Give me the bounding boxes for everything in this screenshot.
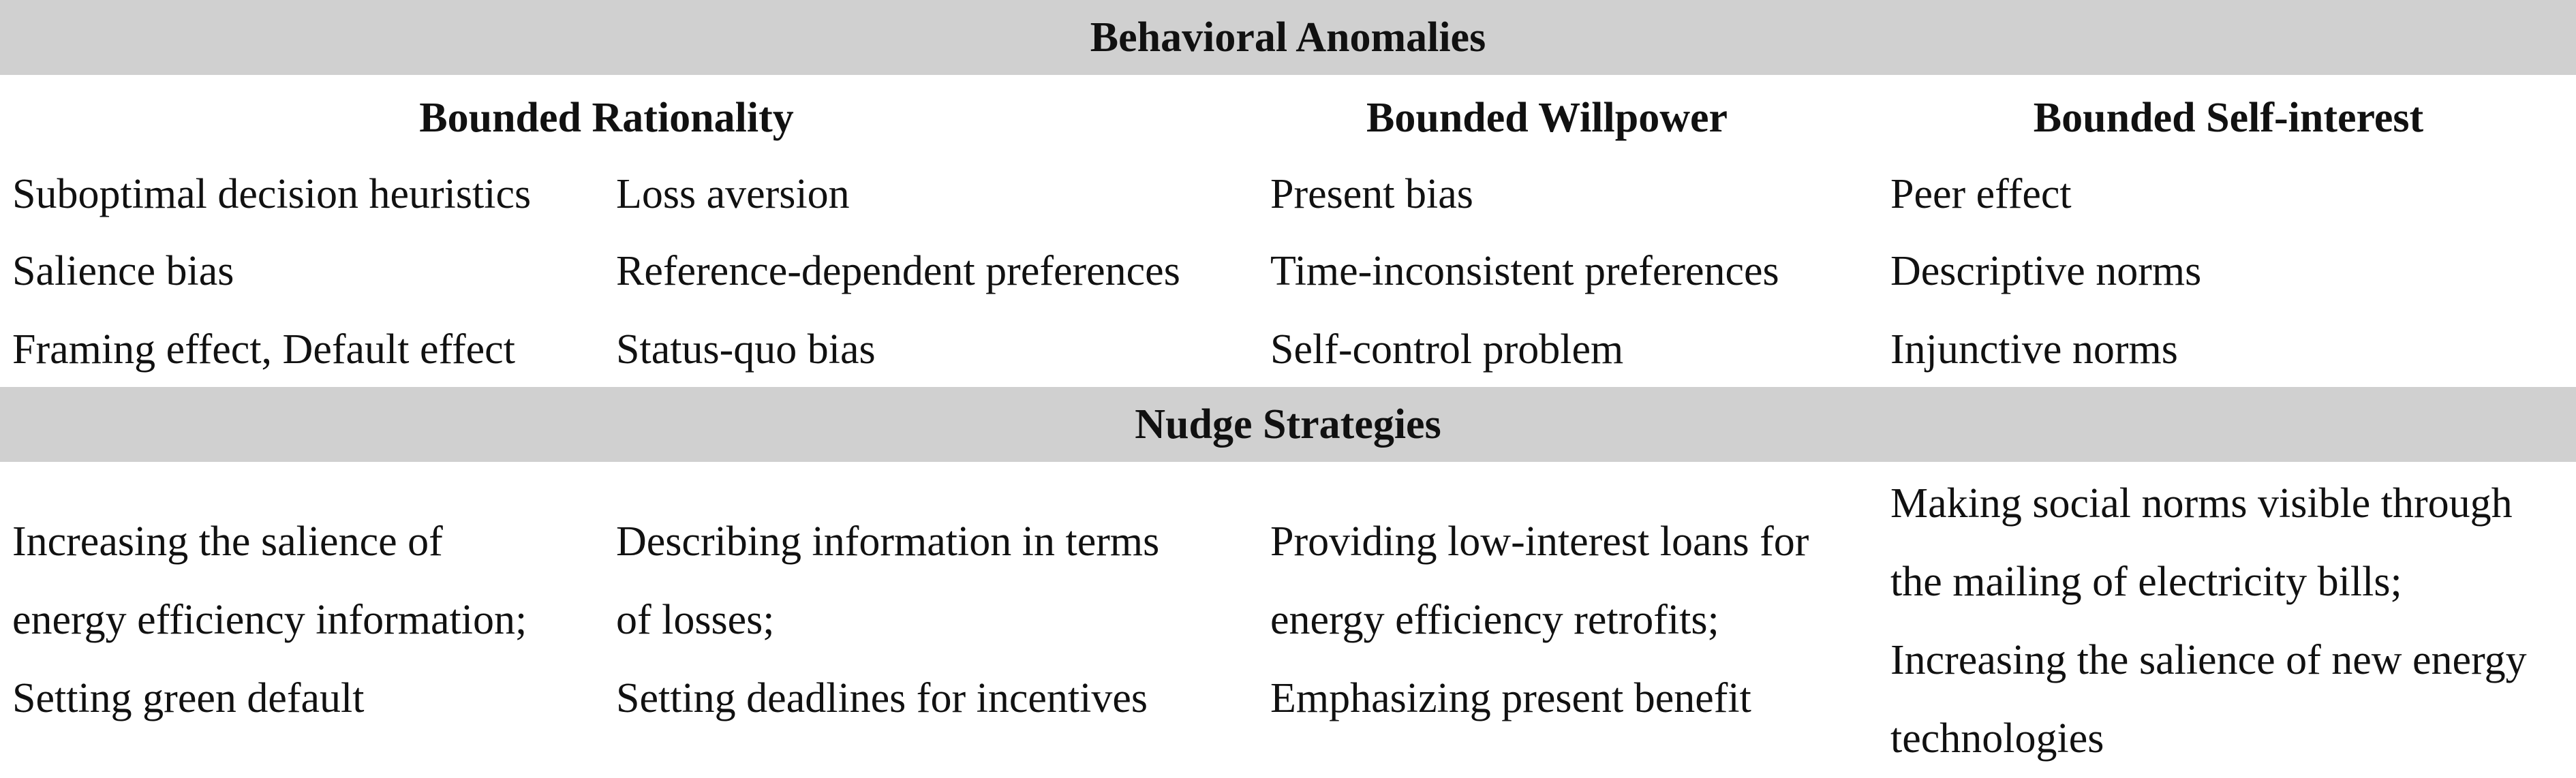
bounded-rationality-header: Bounded Rationality xyxy=(419,94,794,141)
nudge-line: Emphasizing present benefit xyxy=(1270,675,1751,721)
table-cell: Injunctive norms xyxy=(1890,326,2178,373)
table-cell: Descriptive norms xyxy=(1890,248,2202,294)
nudge-line: Providing low-interest loans for xyxy=(1270,518,1809,565)
nudge-cell-rationality-2 xyxy=(616,503,1159,738)
bounded-willpower-header: Bounded Willpower xyxy=(1366,94,1728,141)
table-cell: Status-quo bias xyxy=(616,326,876,373)
nudge-cell-willpower xyxy=(1270,503,1809,738)
nudge-line: technologies xyxy=(1890,715,2104,762)
bounded-self-interest-header: Bounded Self-interest xyxy=(2033,94,2424,141)
nudge-line: the mailing of electricity bills; xyxy=(1890,559,2402,605)
nudge-line: energy efficiency information; xyxy=(12,597,527,643)
nudge-cell-self-interest xyxy=(1890,465,2527,778)
table-cell: Reference-dependent preferences xyxy=(616,248,1180,294)
nudge-cell-rationality-1 xyxy=(12,503,527,738)
table-cell: Framing effect, Default effect xyxy=(12,326,515,373)
table-cell: Time-inconsistent preferences xyxy=(1270,248,1779,294)
table-cell: Peer effect xyxy=(1890,171,2072,217)
nudge-line: Describing information in terms xyxy=(616,518,1160,565)
nudge-line: Setting green default xyxy=(12,675,365,721)
nudge-strategies-header: Nudge Strategies xyxy=(0,387,2576,462)
table-cell: Loss aversion xyxy=(616,171,850,217)
nudge-line: Increasing the salience of xyxy=(12,518,443,565)
nudge-line: of losses; xyxy=(616,597,775,643)
table-cell: Suboptimal decision heuristics xyxy=(12,171,532,217)
nudge-line: Setting deadlines for incentives xyxy=(616,675,1148,721)
nudge-line: Increasing the salience of new energy xyxy=(1890,637,2527,683)
table-cell: Present bias xyxy=(1270,171,1473,217)
nudge-line: Making social norms visible through xyxy=(1890,480,2513,527)
behavioral-anomalies-header: Behavioral Anomalies xyxy=(0,0,2576,75)
table-cell: Self-control problem xyxy=(1270,326,1624,373)
nudge-line: energy efficiency retrofits; xyxy=(1270,597,1719,643)
table-cell: Salience bias xyxy=(12,248,234,294)
